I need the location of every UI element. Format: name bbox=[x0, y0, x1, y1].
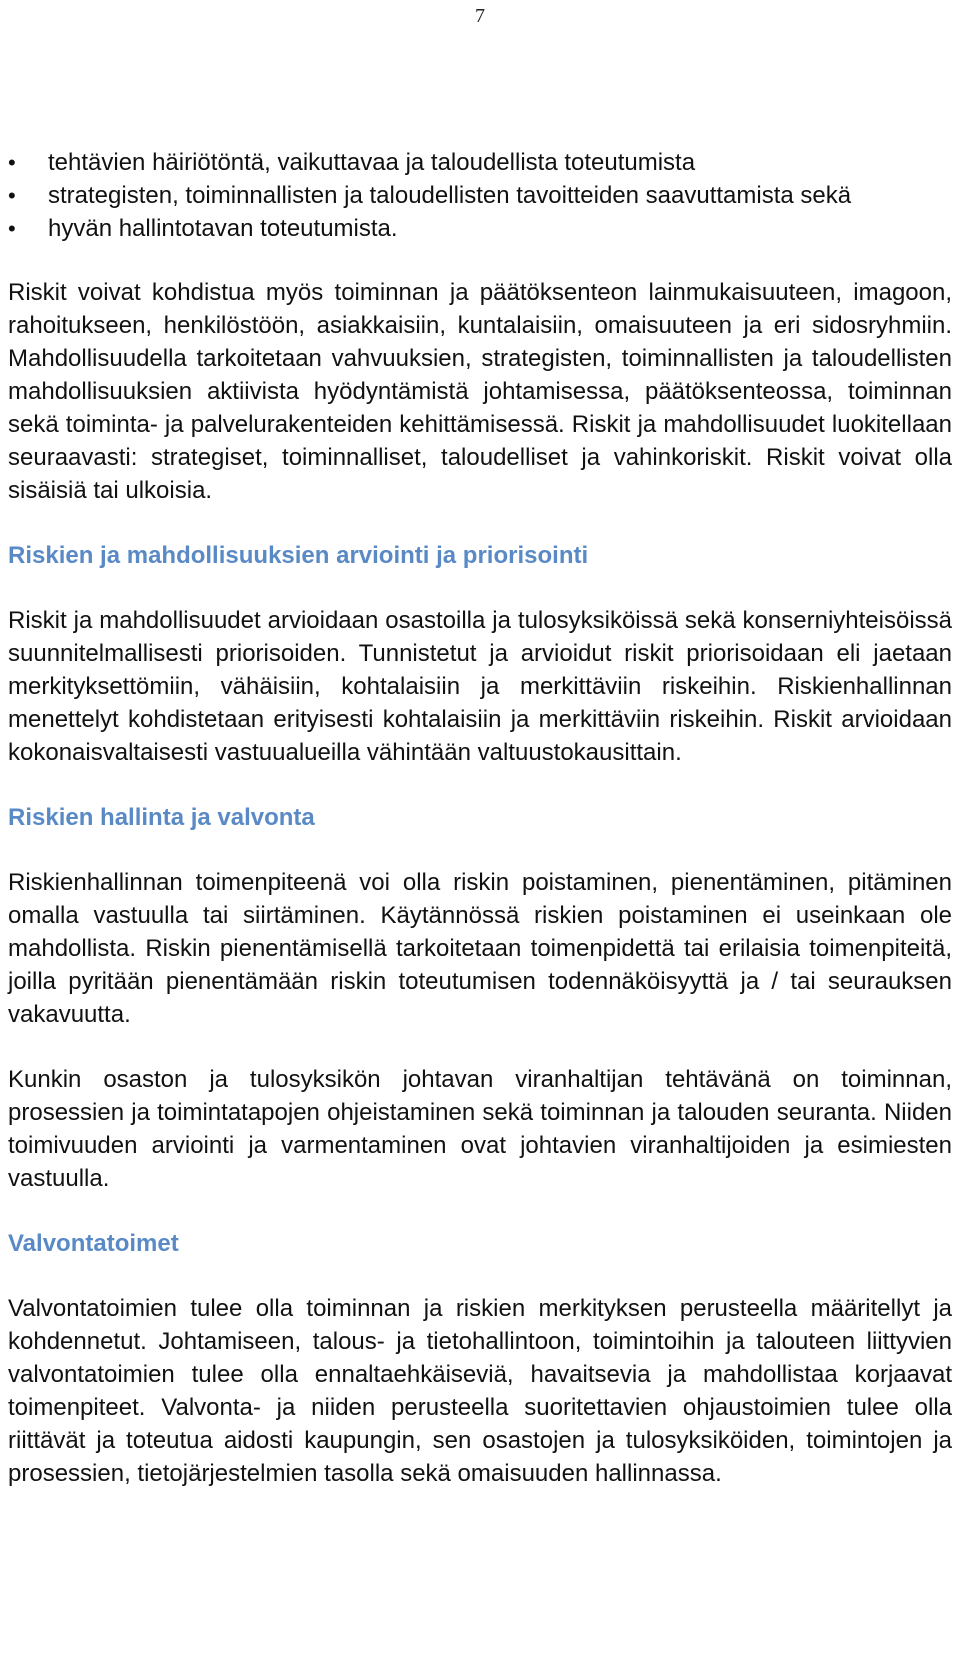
assessment-heading: Riskien ja mahdollisuuksien arviointi ja priorisointi bbox=[8, 542, 589, 569]
bullet-icon: • bbox=[8, 216, 16, 241]
spacer bbox=[8, 245, 952, 276]
risks-paragraph: Riskit voivat kohdistua myös toiminnan ja päätöksenteon lainmukaisuuteen, imagoon, rahoitukseen, henkilöstöön, asiakkaisiin, kuntalaisiin, omaisuuteen ja eri sidosryhmiin. Mahdollisuudella tarkoitetaan vahvuuksien, strategisten, toiminnallisten ja taloudellisten mahdollisuuksien aktiivista hyödyntämistä johtamisessa, päätöksenteossa, toiminnan sekä toiminta- ja palvelurakenteiden kehittämisessä. Riskit ja mahdollisuudet luokitellaan seuraavasti: strategiset, toiminnalliset, taloudelliset ja vahinkoriskit. Riskit voivat olla sisäisiä tai ulkoisia. bbox=[8, 279, 952, 504]
page-number: 7 bbox=[475, 5, 485, 27]
list-item-text: strategisten, toiminnallisten ja taloudellisten tavoitteiden saavuttamista sekä bbox=[48, 182, 852, 209]
spacer bbox=[8, 834, 952, 866]
management-paragraph-1: Riskienhallinnan toimenpiteenä voi olla riskin poistaminen, pienentäminen, pitäminen omalla vastuulla tai siirtäminen. Käytännössä riskien poistaminen ei useinkaan ole mahdollista. Riskin pienentämisellä tarkoitetaan toimenpidettä tai erilaisia toimenpiteitä, joilla pyritään pienentämään riskin toteutumisen todennäköisyyttä ja / tai seurauksen vakavuutta. bbox=[8, 869, 952, 1028]
controls-heading: Valvontatoimet bbox=[8, 1230, 179, 1257]
document-body bbox=[8, 146, 952, 1490]
spacer bbox=[8, 1031, 952, 1063]
list-item bbox=[8, 179, 952, 212]
spacer bbox=[8, 572, 952, 604]
list-item-text: hyvän hallintotavan toteutumista. bbox=[48, 215, 398, 242]
spacer bbox=[8, 507, 952, 539]
list-item bbox=[8, 146, 952, 179]
bullet-icon: • bbox=[8, 150, 16, 175]
bullet-icon: • bbox=[8, 183, 16, 208]
list-item-text: tehtävien häiriötöntä, vaikuttavaa ja taloudellista toteutumista bbox=[48, 149, 696, 176]
assessment-paragraph: Riskit ja mahdollisuudet arvioidaan osastoilla ja tulosyksiköissä sekä konserniyhteisöissä suunnitelmallisesti priorisoiden. Tunnistetut ja arvioidut riskit priorisoidaan eli jaetaan merkityksettömiin, vähäisiin, kohtalaisiin ja merkittäviin riskeihin. Riskienhallinnan menettelyt kohdistetaan erityisesti kohtalaisiin ja merkittäviin riskeihin. Riskit arvioidaan kokonaisvaltaisesti vastuualueilla vähintään valtuustokausittain. bbox=[8, 607, 952, 766]
controls-paragraph: Valvontatoimien tulee olla toiminnan ja riskien merkityksen perusteella määritellyt ja kohdennetut. Johtamiseen, talous- ja tietohallintoon, toimintoihin ja talouteen liittyvien valvontatoimien tulee olla ennaltaehkäiseviä, havaitsevia ja mahdollistaa korjaavat toimenpiteet. Valvonta- ja niiden perusteella suoritettavien ohjaustoimien tulee olla riittävät ja toteutua aidosti kaupungin, sen osastojen ja tulosyksiköiden, toimintojen ja prosessien, tietojärjestelmien tasolla sekä omaisuuden hallinnassa. bbox=[8, 1295, 952, 1487]
spacer bbox=[8, 1260, 952, 1292]
spacer bbox=[8, 769, 952, 801]
bullet-list bbox=[8, 146, 952, 245]
management-paragraph-2: Kunkin osaston ja tulosyksikön johtavan viranhaltijan tehtävänä on toiminnan, prosessien ja toimintatapojen ohjeistaminen sekä toiminnan ja talouden seuranta. Niiden toimivuuden arviointi ja varmentaminen ovat johtavien viranhaltijoiden ja esimiesten vastuulla. bbox=[8, 1066, 952, 1192]
spacer bbox=[8, 1195, 952, 1227]
management-heading: Riskien hallinta ja valvonta bbox=[8, 804, 315, 831]
list-item bbox=[8, 212, 952, 245]
